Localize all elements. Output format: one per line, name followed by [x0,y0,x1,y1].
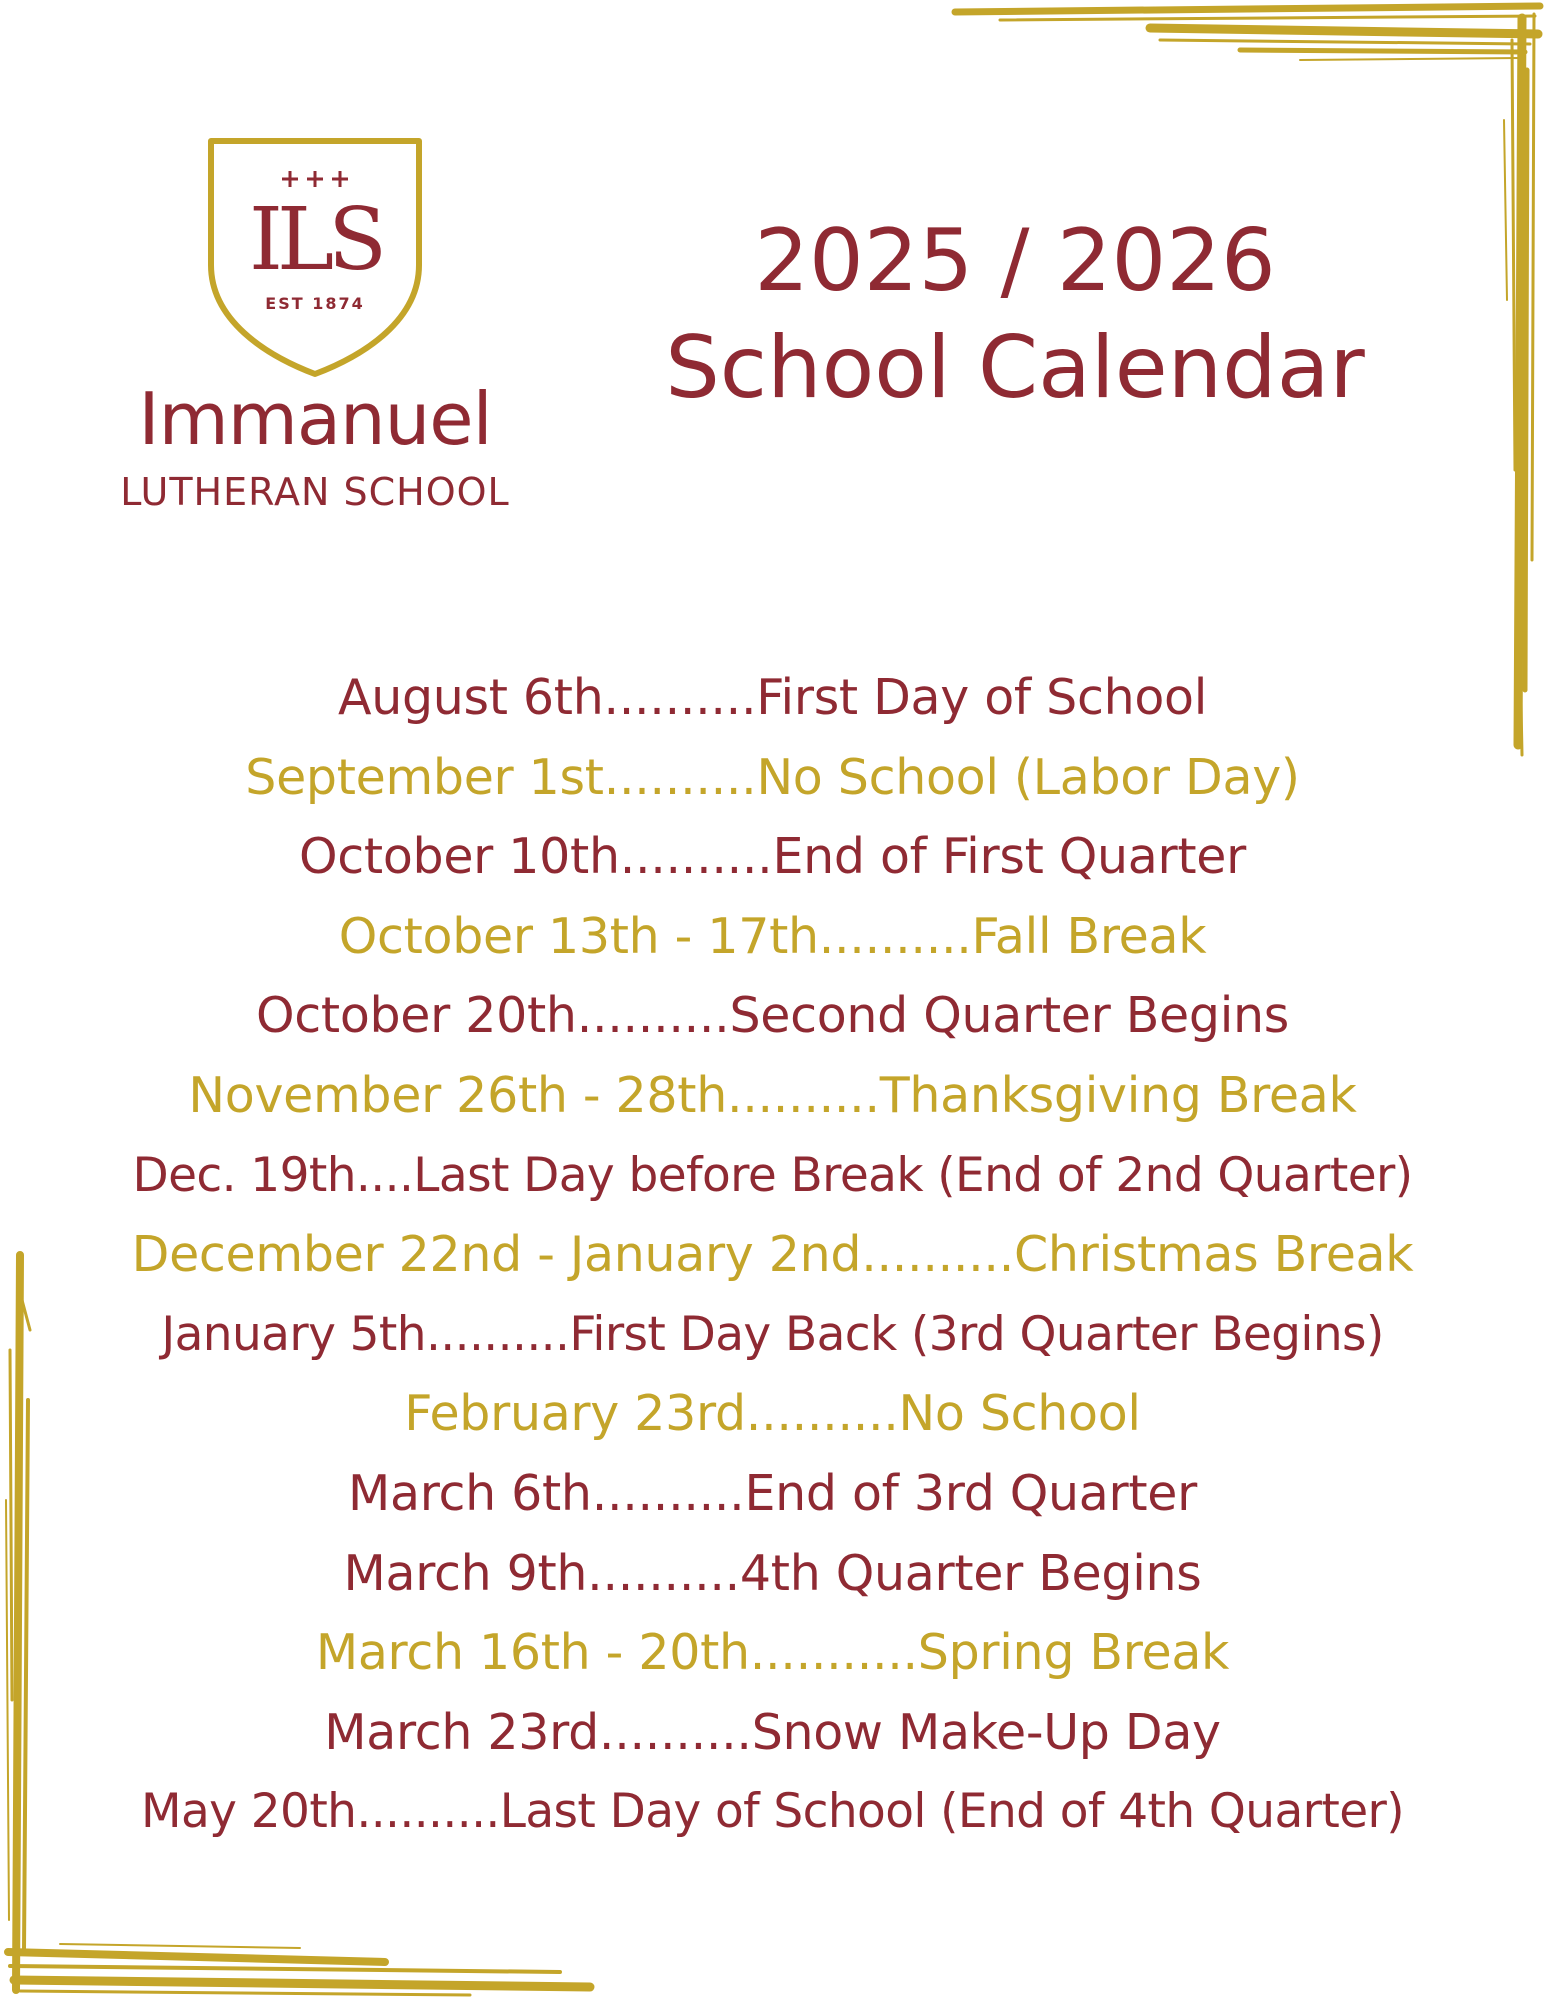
school-logo [70,135,560,530]
school-subname: LUTHERAN SCHOOL [120,470,510,514]
calendar-event: May 20th..........Last Day of School (End of 4th Quarter) [141,1784,1404,1840]
calendar-event: March 9th..........4th Quarter Begins [343,1544,1202,1602]
calendar-event: September 1st..........No School (Labor Day) [245,748,1300,806]
calendar-event: February 23rd..........No School [404,1385,1141,1443]
established-year: EST 1874 [265,294,365,313]
calendar-event: October 13th - 17th..........Fall Break [338,907,1207,965]
calendar-event: October 10th..........End of First Quarter [299,828,1246,886]
calendar-event: Dec. 19th....Last Day before Break (End of 2nd Quarter) [132,1147,1413,1203]
calendar-event: January 5th..........First Day Back (3rd Quarter Begins) [161,1306,1384,1362]
calendar-event: October 20th..........Second Quarter Begins [256,987,1289,1045]
calendar-event: March 23rd..........Snow Make-Up Day [324,1703,1221,1761]
calendar-event: March 6th..........End of 3rd Quarter [348,1464,1197,1522]
crest-monogram: ILS [249,190,381,290]
title-year: 2025 / 2026 [754,211,1276,311]
calendar-event-list [30,658,1515,1852]
calendar-event: August 6th..........First Day of School [337,669,1208,726]
calendar-event: March 16th - 20th...........Spring Break [315,1624,1230,1682]
calendar-event: November 26th - 28th..........Thanksgiving Break [188,1066,1357,1124]
calendar-title [570,210,1460,425]
calendar-event: December 22nd - January 2nd..........Christmas Break [131,1226,1414,1284]
title-name: School Calendar [665,318,1365,419]
school-name: Immanuel [138,377,492,461]
